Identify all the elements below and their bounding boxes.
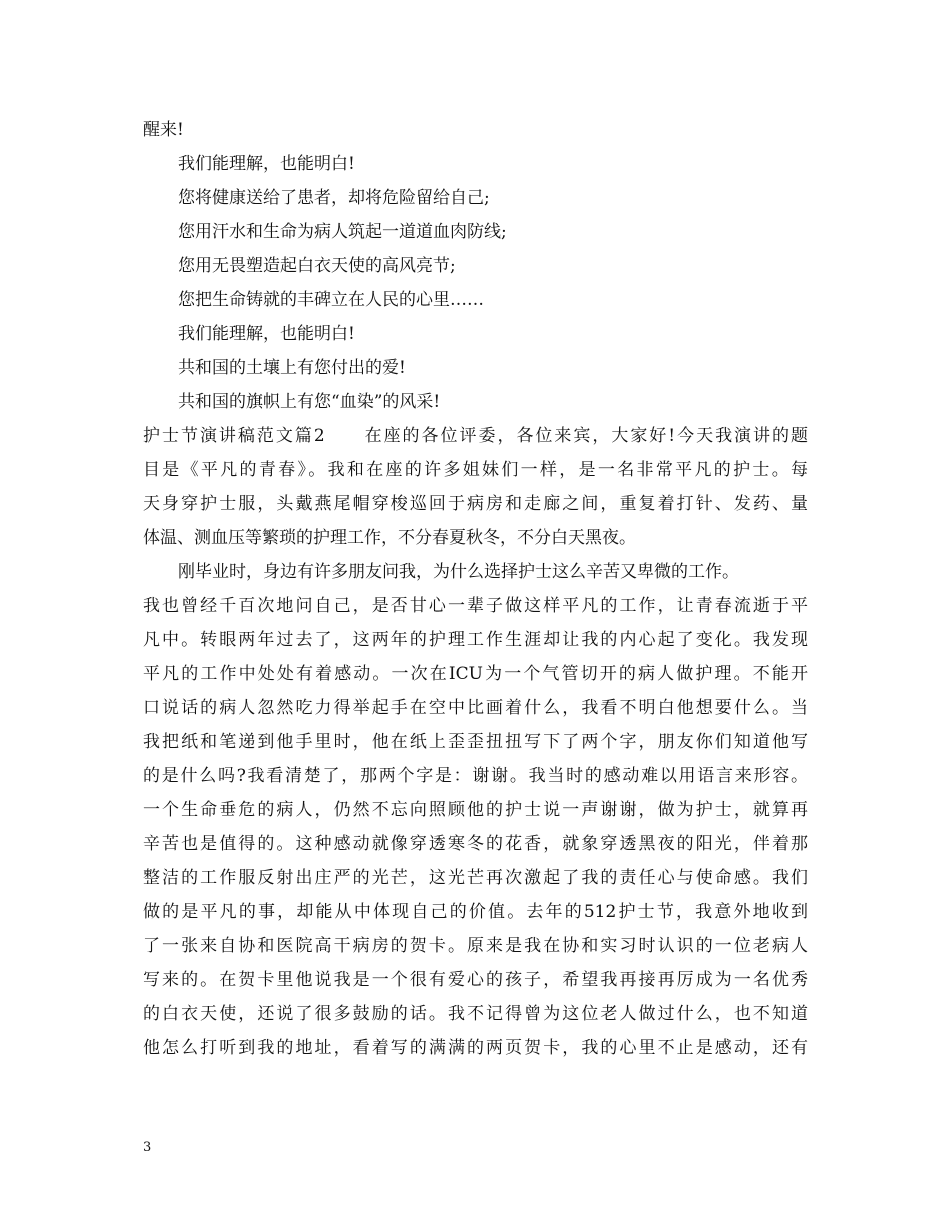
text-line: 护士节演讲稿范文篇2 在座的各位评委，各位来宾，大家好!今天我演讲的题 [143, 426, 808, 446]
text-line: 平凡的工作中处处有着感动。一次在ICU为一个气管切开的病人做护理。不能开 [143, 664, 808, 684]
text-line: 凡中。转眼两年过去了，这两年的护理工作生涯却让我的内心起了变化。我发现 [143, 630, 808, 650]
text-line: 我们能理解，也能明白! [178, 154, 355, 174]
text-line: 共和国的土壤上有您付出的爱! [178, 358, 406, 378]
text-line: 体温、测血压等繁琐的护理工作，不分春夏秋冬，不分白天黑夜。 [143, 528, 636, 548]
text-line: 他怎么打听到我的地址，看着写的满满的两页贺卡，我的心里不止是感动，还有 [143, 1038, 808, 1058]
text-line: 您用无畏塑造起白衣天使的高风亮节; [178, 256, 456, 276]
text-line: 做的是平凡的事，却能从中体现自己的价值。去年的512护士节，我意外地收到 [143, 902, 808, 922]
text-line: 整洁的工作服反射出庄严的光芒，这光芒再次激起了我的责任心与使命感。我们 [143, 868, 808, 888]
text-line: 辛苦也是值得的。这种感动就像穿透寒冬的花香，就象穿透黑夜的阳光，伴着那 [143, 834, 808, 854]
text-line: 我把纸和笔递到他手里时，他在纸上歪歪扭扭写下了两个字，朋友你们知道他写 [143, 732, 808, 752]
text-line: 写来的。在贺卡里他说我是一个很有爱心的孩子，希望我再接再厉成为一名优秀 [143, 970, 808, 990]
page-number: 3 [143, 1140, 152, 1155]
text-line: 的是什么吗?我看清楚了，那两个字是：谢谢。我当时的感动难以用语言来形容。 [143, 766, 808, 786]
text-line: 一个生命垂危的病人，仍然不忘向照顾他的护士说一声谢谢，做为护士，就算再 [143, 800, 808, 820]
text-line: 您把生命铸就的丰碑立在人民的心里…… [178, 290, 484, 310]
text-line: 醒来! [143, 120, 184, 140]
text-line: 的白衣天使，还说了很多鼓励的话。我不记得曾为这位老人做过什么，也不知道 [143, 1004, 808, 1024]
text-line: 我们能理解，也能明白! [178, 324, 355, 344]
text-line: 口说话的病人忽然吃力得举起手在空中比画着什么，我看不明白他想要什么。当 [143, 698, 808, 718]
text-line: 天身穿护士服，头戴燕尾帽穿梭巡回于病房和走廊之间，重复着打针、发药、量 [143, 494, 808, 514]
text-line: 共和国的旗帜上有您“血染”的风采! [178, 392, 441, 412]
text-line: 您用汗水和生命为病人筑起一道道血肉防线; [178, 222, 507, 242]
text-line: 了一张来自协和医院高干病房的贺卡。原来是我在协和实习时认识的一位老病人 [143, 936, 808, 956]
text-line: 刚毕业时，身边有许多朋友问我，为什么选择护士这么辛苦又卑微的工作。 [178, 562, 739, 582]
text-line: 目是《平凡的青春》。我和在座的许多姐妹们一样，是一名非常平凡的护士。每 [143, 460, 808, 480]
text-line: 我也曾经千百次地问自己，是否甘心一辈子做这样平凡的工作，让青春流逝于平 [143, 596, 808, 616]
text-line: 您将健康送给了患者，却将危险留给自己; [178, 188, 490, 208]
